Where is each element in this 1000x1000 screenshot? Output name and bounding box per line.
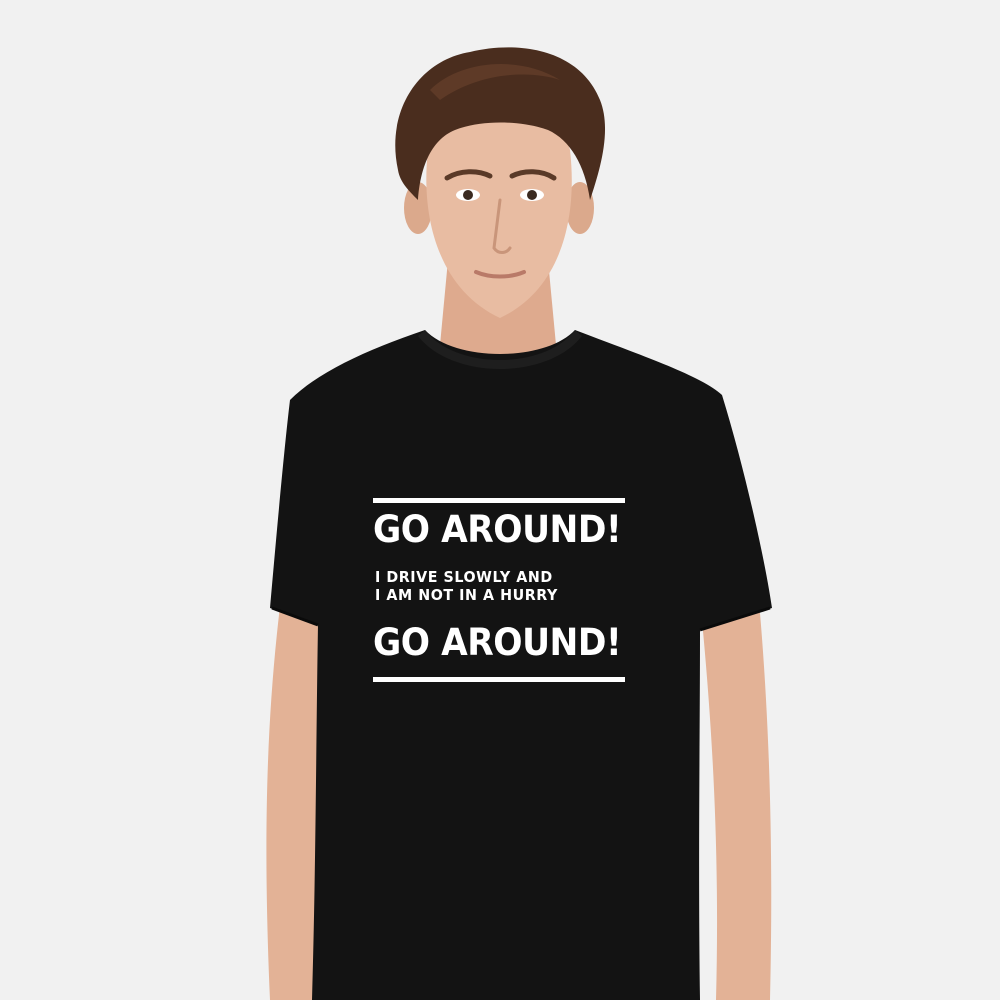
print-bottom-rule	[373, 677, 625, 682]
print-top-rule	[373, 498, 625, 503]
print-line-1: I DRIVE SLOWLY AND	[375, 568, 553, 586]
print-headline-bottom: GO AROUND!	[373, 621, 622, 664]
print-line-2: I AM NOT IN A HURRY	[375, 586, 558, 604]
print-headline-top: GO AROUND!	[373, 508, 622, 551]
shirt-print	[373, 498, 625, 684]
